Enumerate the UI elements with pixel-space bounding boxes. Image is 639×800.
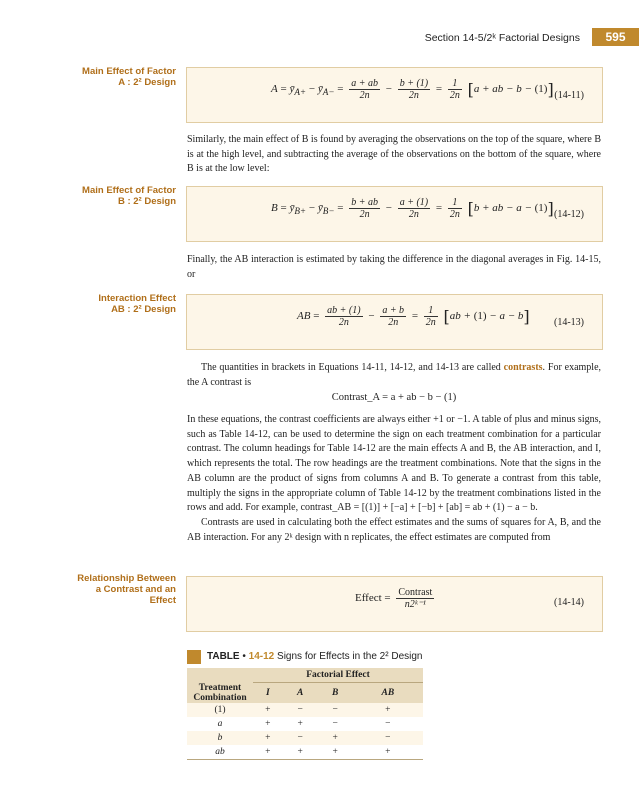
margin-note-interaction: Interaction Effect AB : 2² Design: [98, 293, 176, 315]
equation-number-14-13: (14-13): [554, 317, 584, 328]
equation-box-14-14: [186, 576, 603, 632]
paragraph-interaction: Finally, the AB interaction is estimated by taking the difference in the diagonal averages in Fig. 14-15, or: [187, 254, 601, 280]
group-header: Factorial Effect: [253, 668, 423, 683]
signs-table: [187, 668, 423, 760]
margin-note-main-effect-a: Main Effect of Factor A : 2² Design: [82, 66, 176, 88]
page-number: 595: [592, 28, 639, 46]
equation-14-12: $B = ȳ_{B+}$ − $ȳ_{B-}$ = $\frac{b + ab}{2n}$ − $\frac{a + (1)}{2n}$ = $\frac{1}{2n}$ [b + ab − a − (1)]: [271, 197, 554, 220]
margin-note-contrast-effect: Relationship Between a Contrast and an Effect: [77, 573, 176, 606]
table-row: ab + + + +: [187, 745, 423, 760]
margin-note-main-effect-b: Main Effect of Factor B : 2² Design: [82, 185, 176, 207]
paragraph-contrast-coefficients: In these equations, the contrast coefficients are always either +1 or −1. A table of plus and minus signs, such as Table 14-12, can be used to determine the sign on each treatment combination for a particular contrast. The column headings for Table 14-12 are the main effects A and B, the AB interaction, and I, which represents the total. The row headings are the treatment combinations. Note that the signs in the AB column are the product of signs from columns A and B. To generate a contrast from this table, multiply the signs in the appropriate column of Table 14-12 by the treatment combinations listed in the rows and add. For example, contrast_AB = [(1)] + [−a] + [−b] + [ab] = ab + (1) − a − b. Contrasts are used in calculating both the effect estimates and the sums of squares for A, B, and the AB interaction. For any 2ᵏ design with n replicates, the effect estimates are computed from: [187, 414, 601, 543]
column-header: I: [253, 683, 283, 703]
contrast-a-equation: Contrast_A = a + ab − b − (1): [331, 392, 457, 403]
column-header: B: [318, 683, 353, 703]
table-row: a + + − −: [187, 717, 423, 731]
equation-number-14-11: (14-11): [554, 90, 584, 101]
paragraph-main-effect-b: Similarly, the main effect of B is found by averaging the observations on the top of the square, where B is at the high level, and subtracting the average of the observations on the bottom of the square, where B is at the low level:: [187, 134, 601, 175]
table-row: (1) + − − +: [187, 703, 423, 717]
paragraph-contrasts: The quantities in brackets in Equations 14-11, 14-12, and 14-13 are called contrasts. For example, the A contrast is: [187, 362, 602, 388]
equation-14-11: $A = ȳ_{A+}$ − $ȳ_{A-}$ = $\frac{a + ab}{2n}$ − $\frac{b + (1)}{2n}$ = $\frac{1}{2n}$ [a + ab − b − (1)]: [271, 78, 554, 101]
equation-box-14-13: [186, 294, 603, 350]
equation-number-14-12: (14-12): [554, 209, 584, 220]
running-title: Section 14-5/2ᵏ Factorial Designs: [424, 32, 580, 44]
row-header: Treatment Combination: [187, 683, 253, 703]
equation-14-13: AB = $\frac{ab + (1)}{2n}$ − $\frac{a + b}{2n}$ = $\frac{1}{2n}$ [ab + (1) − a − b]: [297, 305, 530, 328]
column-header: A: [283, 683, 318, 703]
equation-box-14-11: [186, 67, 603, 123]
column-header: AB: [353, 683, 423, 703]
table-row: b + − + −: [187, 731, 423, 745]
table-caption: TABLE • 14-12 Signs for Effects in the 2² Design: [207, 651, 423, 662]
equation-number-14-14: (14-14): [554, 597, 584, 608]
keyword-contrasts: contrasts: [503, 362, 543, 373]
table-caption-marker: [187, 650, 201, 664]
equation-box-14-12: [186, 186, 603, 242]
equation-14-14: Effect = $\frac{\text{Contrast}}{\text{n2ᵏ⁻¹}}$: [355, 587, 433, 610]
